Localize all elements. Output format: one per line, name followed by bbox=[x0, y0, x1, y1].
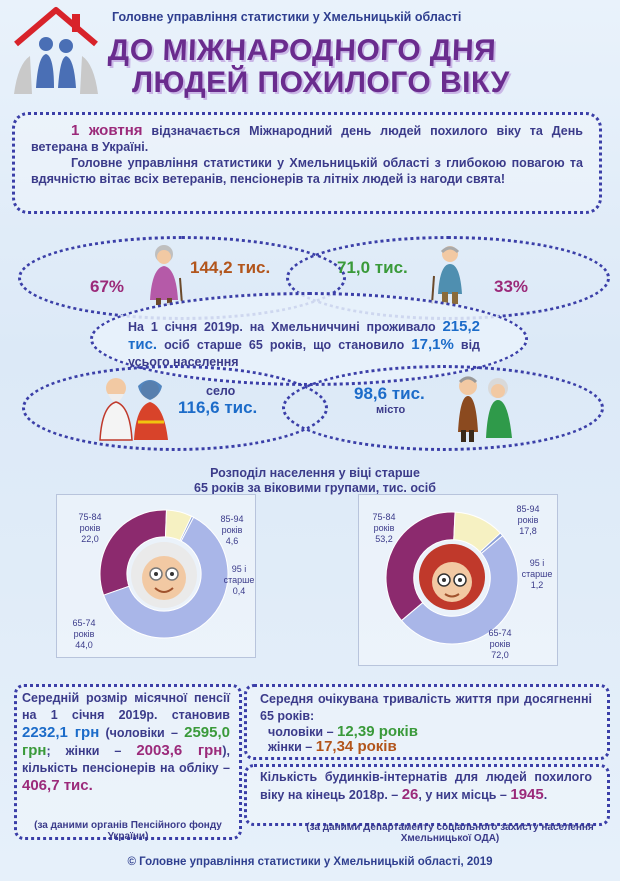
chart1-label-95: 95 і старше 0,4 bbox=[223, 564, 255, 596]
intro-box bbox=[12, 112, 602, 214]
homes-count: 26 bbox=[401, 786, 419, 803]
village-couple-icon bbox=[94, 372, 174, 444]
intro-line2: Головне управління статистики у Хмельницькій області з глибокою повагою та вдячністю вітає всіх ветеранів, пенсіонерів та літніх людей із нагоди свята! bbox=[31, 156, 583, 186]
chart2-label-65-74: 65-74 років 72,0 bbox=[488, 628, 512, 660]
chart2-label-85-94: 85-94 років 17,8 bbox=[516, 504, 540, 536]
men-count: 71,0 тис. bbox=[337, 258, 408, 277]
population-text: На 1 січня 2019р. на Хмельниччині проживало 215,2 тис. осіб старше 65 років, що становило 17,1% від усього населення bbox=[128, 318, 480, 369]
life-men-value: 12,39 років bbox=[337, 723, 418, 740]
old-man-icon bbox=[428, 242, 472, 306]
city-value: 98,6 тис. bbox=[354, 384, 425, 403]
city-label: місто bbox=[376, 404, 406, 416]
pension-source: (за даними органів Пенсійного фонду України) bbox=[34, 820, 222, 842]
logo bbox=[8, 4, 104, 100]
homes-source: (за даними Департаменту соціального захисту населення Хмельницької ОДА) bbox=[306, 822, 594, 844]
intro-date: 1 жовтня bbox=[71, 122, 143, 139]
women-count: 144,2 тис. bbox=[190, 258, 271, 277]
homes-places: 1945 bbox=[510, 786, 544, 803]
old-woman-icon bbox=[142, 242, 186, 306]
life-women: жінки – 17,34 років bbox=[268, 738, 397, 755]
city-couple-icon bbox=[452, 372, 518, 444]
population-share: 17,1% bbox=[411, 336, 454, 353]
pension-avg: 2232,1 грн bbox=[22, 724, 100, 741]
grandma-face-icon bbox=[417, 542, 487, 612]
village-label: село bbox=[206, 384, 236, 398]
chart2-label-95: 95 і старше 1,2 bbox=[521, 558, 553, 590]
city-ellipse bbox=[282, 365, 604, 451]
village-value: 116,6 тис. bbox=[178, 398, 258, 417]
chart1-label-65-74: 65-74 років 44,0 bbox=[72, 618, 96, 650]
pension-men: 2595,0 грн bbox=[22, 724, 230, 759]
org-name: Головне управління статистики у Хмельницькій області bbox=[112, 10, 462, 24]
chart2-label-75-84: 75-84 років 53,2 bbox=[372, 512, 396, 544]
pension-text: Середній розмір місячної пенсії на 1 січня 2019р. становив 2232,1 грн (чоловіки – 2595,0 грн; жінки – 2003,6 грн), кількість пенсіонерів на обліку – 406,7 тис. bbox=[22, 691, 230, 794]
chart-title: Розподіл населення у віці старше 65 років за віковими групами, тис. осіб bbox=[194, 466, 436, 495]
pension-count: 406,7 тис. bbox=[22, 777, 93, 794]
intro-line1: 1 жовтня відзначається Міжнародний день людей похилого віку та День ветерана в Україні. bbox=[31, 122, 583, 154]
chart1-label-85-94: 85-94 років 4,6 bbox=[220, 514, 244, 546]
women-pct: 67% bbox=[90, 277, 125, 296]
pension-women: 2003,6 грн bbox=[136, 742, 223, 759]
population-total: 215,2 тис. bbox=[128, 318, 480, 353]
footer-copyright: © Головне управління статистики у Хмельницькій області, 2019 bbox=[127, 856, 493, 868]
life-women-value: 17,34 років bbox=[315, 738, 397, 755]
chart1-label-75-84: 75-84 років 22,0 bbox=[78, 512, 102, 544]
life-men: чоловіки – 12,39 років bbox=[268, 723, 418, 740]
homes-text: Кількість будинків-інтернатів для людей похилого віку на кінець 2018р. – 26, у них місць – 1945. bbox=[260, 770, 592, 803]
page-title-line2: ЛЮДЕЙ ПОХИЛОГО ВІКУ bbox=[132, 66, 510, 99]
page-title-line1: ДО МІЖНАРОДНОГО ДНЯ bbox=[107, 34, 497, 67]
life-title: Середня очікувана тривалість життя при досягненні 65 років: bbox=[260, 692, 592, 723]
grandpa-face-icon bbox=[129, 540, 199, 610]
men-pct: 33% bbox=[494, 277, 529, 296]
